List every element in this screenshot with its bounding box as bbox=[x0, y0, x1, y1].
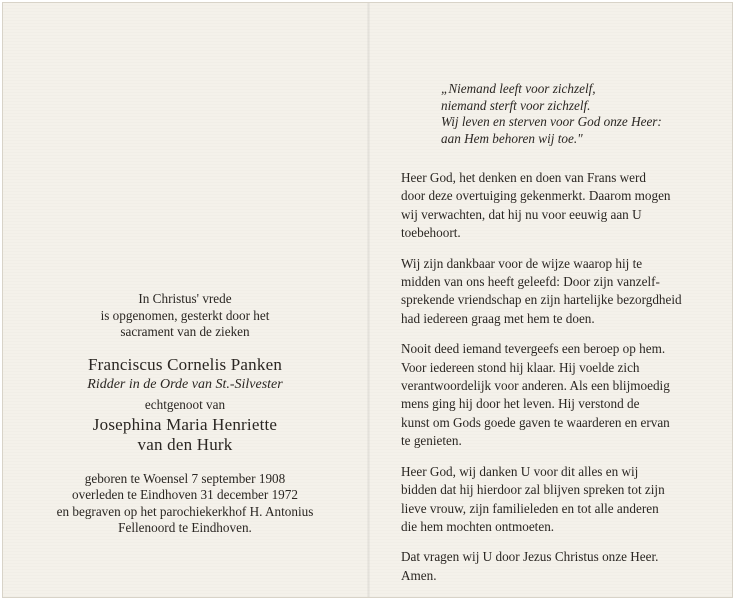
date-line: Fellenoord te Eindhoven. bbox=[118, 520, 252, 535]
intro-line: sacrament van de zieken bbox=[120, 324, 250, 339]
prayer-paragraph bbox=[401, 340, 711, 450]
paragraph-line: Amen. bbox=[401, 567, 437, 583]
intro-line: is opgenomen, gesterkt door het bbox=[100, 307, 270, 323]
paragraph-line: sprekende vriendschap en zijn hartelijke bezorgdheid bbox=[401, 292, 682, 308]
paragraph-line: Dat vragen wij U door Jezus Christus onze Heer. bbox=[401, 549, 659, 565]
paragraph-line: Heer God, wij danken U voor dit alles en wij bbox=[401, 463, 639, 479]
spouse-label: echtgenoot van bbox=[144, 396, 226, 412]
quote-line: „Niemand leeft voor zichzelf, bbox=[441, 81, 596, 96]
paragraph-line: had iedereen graag met hem te doen. bbox=[401, 310, 595, 326]
prayer-paragraph bbox=[401, 169, 711, 243]
memorial-card bbox=[2, 2, 733, 598]
intro-text bbox=[3, 291, 367, 341]
deceased-name: Franciscus Cornelis Panken bbox=[87, 354, 283, 374]
intro-line: In Christus' vrede bbox=[138, 291, 232, 306]
paragraph-line: midden van ons heeft geleefd: Door zijn vanzelf- bbox=[401, 274, 660, 290]
paragraph-line: toebehoort. bbox=[401, 225, 461, 241]
order-title: Ridder in de Orde van St.-Silvester bbox=[87, 376, 283, 392]
spouse-name-line: Josephina Maria Henriette bbox=[92, 414, 278, 434]
paragraph-line: bidden dat hij hierdoor zal blijven spreken tot zijn bbox=[401, 482, 665, 498]
paragraph-line: verantwoordelijk voor anderen. Als een blijmoedig bbox=[401, 378, 670, 394]
paragraph-line: Wij zijn dankbaar voor de wijze waarop hij te bbox=[401, 255, 643, 271]
quote-line: aan Hem behoren wij toe." bbox=[441, 130, 583, 146]
quote-line: niemand sterft voor zichzelf. bbox=[441, 97, 591, 113]
paragraph-line: Nooit deed iemand tevergeefs een beroep op hem. bbox=[401, 341, 666, 357]
date-line: geboren te Woensel 7 september 1908 bbox=[84, 470, 286, 486]
spouse-name-line: van den Hurk bbox=[137, 434, 233, 454]
paragraph-line: die hem mochten ontmoeten. bbox=[401, 518, 555, 534]
prayer-paragraph bbox=[401, 463, 711, 537]
quote-line: Wij leven en sterven voor God onze Heer: bbox=[441, 114, 662, 129]
paragraph-line: kunst om Gods goede gaven te waarderen en ervan bbox=[401, 414, 670, 430]
spouse-name bbox=[3, 415, 367, 455]
paragraph-line: Heer God, het denken en doen van Frans werd bbox=[401, 170, 646, 185]
card-fold bbox=[367, 3, 370, 597]
right-panel bbox=[401, 81, 711, 585]
paragraph-line: mens ging hij door het leven. Hij verstond de bbox=[401, 396, 640, 412]
life-dates bbox=[3, 471, 367, 537]
paragraph-line: Voor iedereen stond hij klaar. Hij voelde zich bbox=[401, 359, 640, 375]
prayer-paragraph bbox=[401, 255, 711, 329]
paragraph-line: te genieten. bbox=[401, 433, 462, 449]
left-panel bbox=[3, 291, 367, 537]
paragraph-line: wij verwachten, dat hij nu voor eeuwig aan U bbox=[401, 206, 642, 222]
paragraph-line: lieve vrouw, zijn familieleden en tot alle anderen bbox=[401, 500, 659, 516]
scripture-quote bbox=[441, 81, 711, 147]
date-line: overleden te Eindhoven 31 december 1972 bbox=[72, 487, 298, 502]
prayer-paragraph bbox=[401, 548, 711, 585]
paragraph-line: door deze overtuiging gekenmerkt. Daarom mogen bbox=[401, 188, 671, 204]
date-line: en begraven op het parochiekerkhof H. Antonius bbox=[56, 503, 314, 519]
